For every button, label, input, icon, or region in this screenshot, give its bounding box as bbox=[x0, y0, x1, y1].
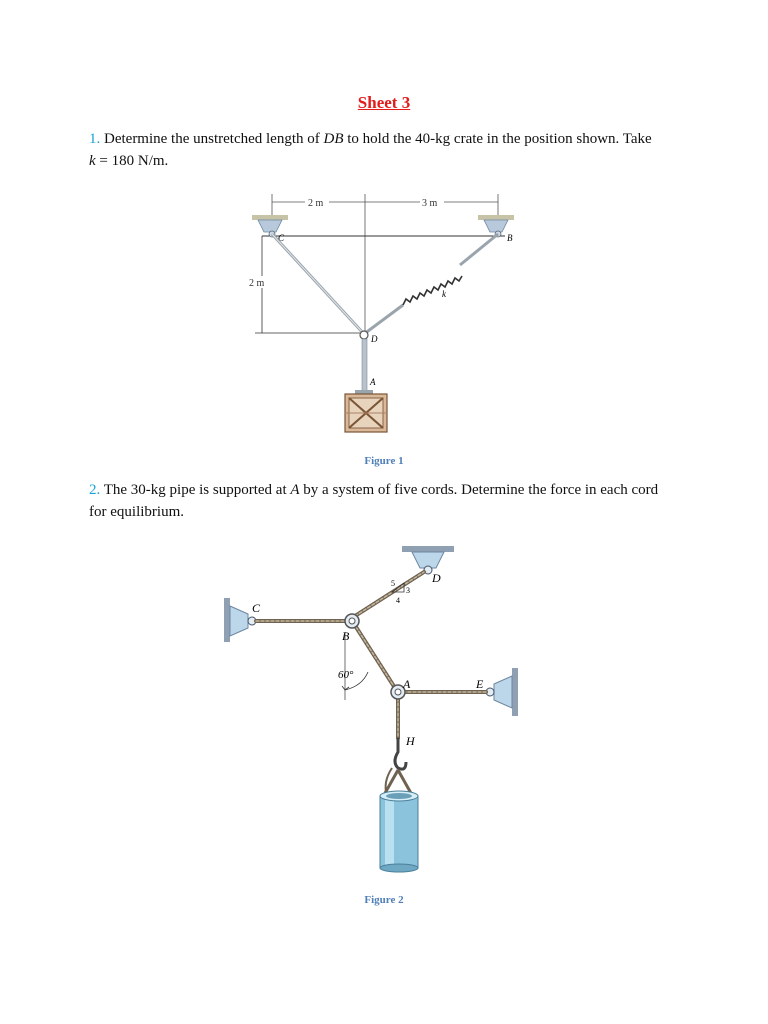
fig2-label-b: B bbox=[342, 629, 350, 643]
fig2-label-c: C bbox=[252, 601, 261, 615]
figure-1-caption: Figure 1 bbox=[364, 455, 404, 467]
fig2-angle-60: 60° bbox=[338, 669, 354, 681]
figure-2-caption: Figure 2 bbox=[364, 894, 404, 906]
problem-2-text-b: by a system of five cords. Determine the force in each cord for equilibrium. bbox=[89, 482, 659, 520]
var-k: k bbox=[89, 153, 96, 169]
fig2-label-h: H bbox=[406, 734, 415, 748]
fig2-label-e: E bbox=[476, 677, 484, 691]
fig1-label-k: k bbox=[442, 289, 446, 299]
support-d bbox=[402, 546, 454, 574]
fig1-label-c: C bbox=[278, 233, 285, 243]
var-a: A bbox=[290, 482, 300, 498]
fig2-label-d: D bbox=[432, 571, 441, 585]
problem-1-number: 1. bbox=[89, 131, 101, 147]
hook bbox=[395, 738, 406, 769]
fig1-dim-right: 3 m bbox=[422, 198, 438, 209]
fig1-label-b: B bbox=[507, 233, 513, 243]
pipe bbox=[380, 791, 418, 872]
sheet-title: Sheet 3 bbox=[357, 93, 411, 112]
var-db: DB bbox=[323, 131, 344, 147]
fig1-dim-vertical: 2 m bbox=[249, 278, 265, 289]
problem-2-text-a: The 30-kg pipe is supported at bbox=[100, 482, 291, 498]
fig2-label-a: A bbox=[403, 677, 411, 691]
fig1-dim-left: 2 m bbox=[308, 198, 324, 209]
fig1-label-a: A bbox=[370, 377, 376, 387]
fig2-slope-4: 4 bbox=[396, 596, 400, 605]
support-e-wall bbox=[486, 668, 518, 716]
problem-2-number: 2. bbox=[89, 482, 101, 498]
fig2-slope-5: 5 bbox=[391, 579, 395, 588]
problem-1-text-c: = 180 N/m. bbox=[95, 153, 169, 169]
problem-1-text-b: to hold the 40-kg crate in the position shown. Take bbox=[343, 131, 652, 147]
problem-1-text-a: Determine the unstretched length of bbox=[100, 131, 324, 147]
fig2-slope-3: 3 bbox=[406, 586, 410, 595]
fig1-label-d: D bbox=[371, 334, 378, 344]
